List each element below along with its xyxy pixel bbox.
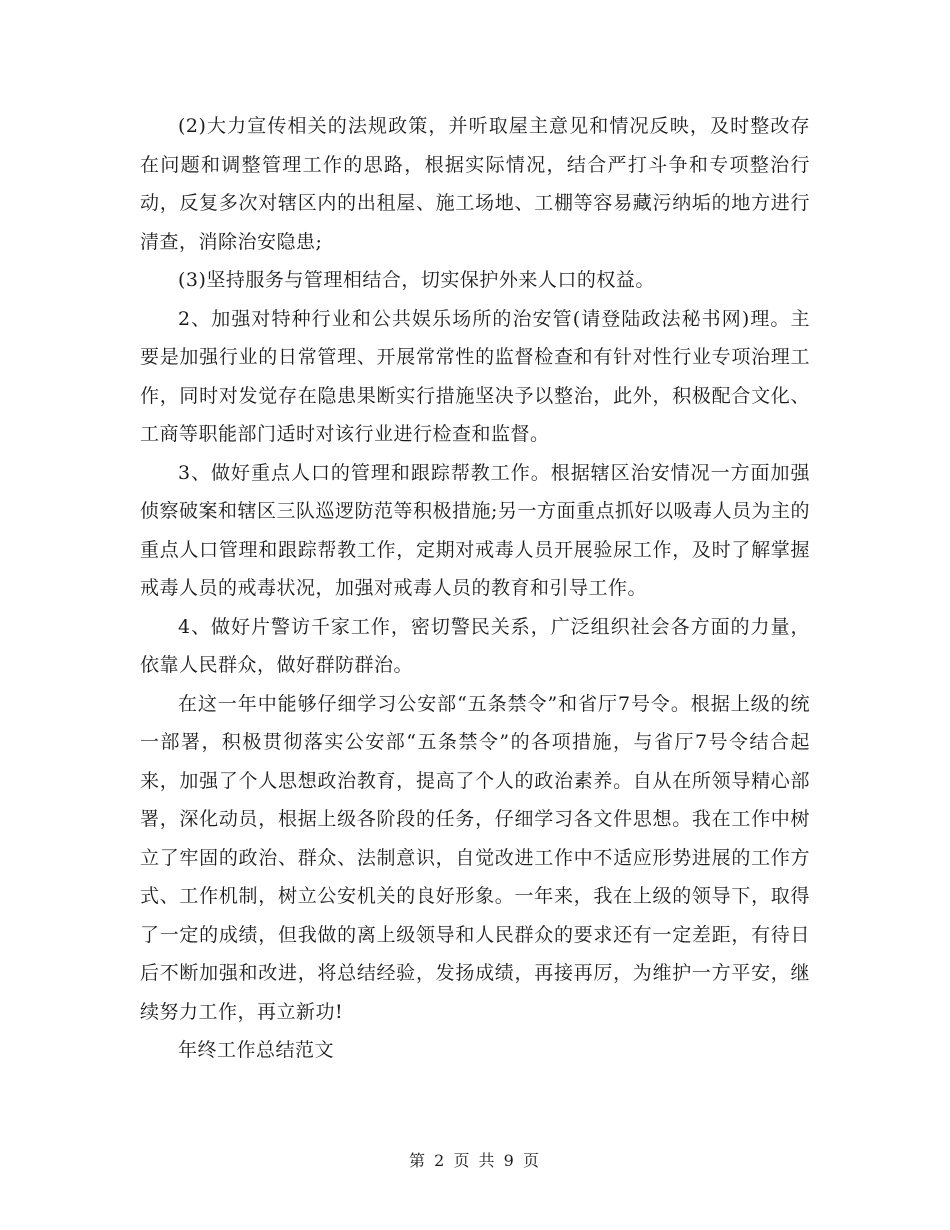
paragraph-key-population: 3、做好重点人口的管理和跟踪帮教工作。根据辖区治安情况一方面加强侦察破案和辖区三队巡逻防范等积极措施;另一方面重点抓好以吸毒人员为主的重点人口管理和跟踪帮教工作，定期对戒毒人员开展验尿工作，及时了解掌握戒毒人员的戒毒状况，加强对戒毒人员的教育和引导工作。 xyxy=(140,461,810,599)
footer-current-page: 2 xyxy=(434,1151,447,1170)
paragraph-annual-summary: 在这一年中能够仔细学习公安部“五条禁令”和省厅7号令。根据上级的统一部署，积极贯彻落实公安部“五条禁令”的各项措施，与省厅7号令结合起来，加强了个人思想政治教育，提高了个人的政治素养。自从在所领导精心部署，深化动员，根据上级各阶段的任务，仔细学习各文件思想。我在工作中树立了牢固的政治、群众、法制意识，自觉改进工作中不适应形势进展的工作方式、工作机制，树立公安机关的良好形象。一年来，我在上级的领导下，取得了一定的成绩，但我做的离上级领导和人民群众的要求还有一定差距，有待日后不断加强和改进，将总结经验，发扬成绩，再接再厉，为维护一方平安，继续努力工作，再立新功! xyxy=(140,692,810,1023)
paragraph-closing-title: 年终工作总结范文 xyxy=(178,1039,335,1061)
paragraph-service-management: (3)坚持服务与管理相结合，切实保护外来人口的权益。 xyxy=(178,269,655,291)
page-footer xyxy=(0,1148,950,1171)
paragraph-publicity: (2)大力宣传相关的法规政策，并听取屋主意见和情况反映，及时整改存在问题和调整管理工作的思路，根据实际情况，结合严打斗争和专项整治行动，反复多次对辖区内的出租屋、施工场地、工棚等容易藏污纳垢的地方进行清查，消除治安隐患; xyxy=(140,115,810,253)
footer-label-page: 页 xyxy=(453,1151,472,1170)
footer-total-pages: 9 xyxy=(503,1151,516,1170)
footer-label-prefix: 第 xyxy=(409,1151,428,1170)
footer-label-suffix: 页 xyxy=(522,1151,541,1170)
document-body xyxy=(140,107,810,1070)
footer-label-total: 共 xyxy=(478,1151,497,1170)
paragraph-special-industries: 2、加强对特种行业和公共娱乐场所的治安管(请登陆政法秘书网)理。主要是加强行业的日常管理、开展常常性的监督检查和有针对性行业专项治理工作，同时对发觉存在隐患果断实行措施坚决予以整治，此外，积极配合文化、工商等职能部门适时对该行业进行检查和监督。 xyxy=(140,307,810,445)
paragraph-community-policing: 4、做好片警访千家工作，密切警民关系，广泛组织社会各方面的力量，依靠人民群众，做好群防群治。 xyxy=(140,615,810,676)
